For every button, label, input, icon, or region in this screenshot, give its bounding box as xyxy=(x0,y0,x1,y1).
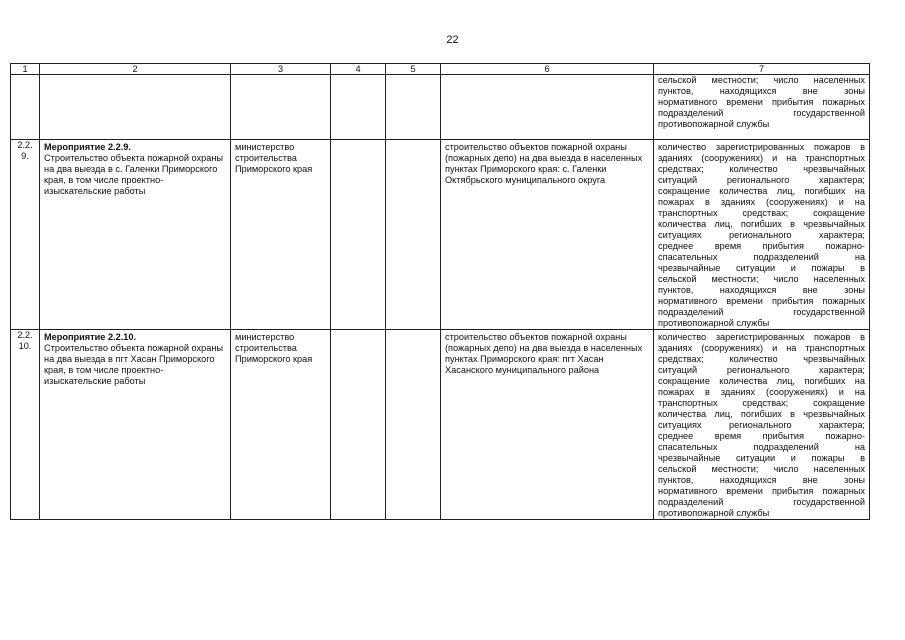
indicator-line: нормативного времени прибытия пожарных xyxy=(658,97,865,107)
indicator-line: противопожарной службы xyxy=(658,119,770,129)
indicator-line: пунктов, находящихся вне зоны xyxy=(658,86,865,96)
indicator-line: зданиях (сооружениях) и на транспортных xyxy=(658,343,865,353)
header-cell-7: 7 xyxy=(654,64,870,75)
col5-cell xyxy=(386,330,441,520)
measures-table xyxy=(10,63,870,520)
cont-cell-6 xyxy=(441,75,654,140)
indicator-line: ситуаций регионального характера; xyxy=(658,365,865,375)
measure-description: Строительство объекта пожарной охраны на два выезда в пгт Хасан Приморского края, в том числе проектно-изыскательские работы xyxy=(44,343,224,386)
executor-cell: министерство строительства Приморского края xyxy=(231,140,331,330)
header-cell-6: 6 xyxy=(441,64,654,75)
indicator-line: количества лиц, погибших в чрезвычайных xyxy=(658,409,865,419)
indicator-line: транспортных средствах; сокращение xyxy=(658,208,865,218)
table-row-2-2-9 xyxy=(11,140,870,330)
measure-title: Мероприятие 2.2.9. xyxy=(44,142,131,152)
indicator-line: среднее время прибытия пожарно- xyxy=(658,241,865,251)
result-cell: строительство объектов пожарной охраны (пожарных депо) на два выезда в населенных пунктах Приморского края: пгт Хасан Хасанского муниципального района xyxy=(441,330,654,520)
header-cell-4: 4 xyxy=(331,64,386,75)
indicator-line: подразделений государственной xyxy=(658,497,865,507)
continuation-row xyxy=(11,75,870,140)
indicator-line: количество зарегистрированных пожаров в xyxy=(658,332,865,342)
executor-cell: министерство строительства Приморского края xyxy=(231,330,331,520)
indicator-line: противопожарной службы xyxy=(658,508,770,518)
indicators-cell xyxy=(654,140,870,330)
indicator-line: чрезвычайные ситуации и пожары в xyxy=(658,263,865,273)
indicator-line: чрезвычайные ситуации и пожары в xyxy=(658,453,865,463)
indicator-line: противопожарной службы xyxy=(658,318,770,328)
header-row xyxy=(11,64,870,75)
indicator-line: сокращение количества лиц, погибших на xyxy=(658,376,865,386)
indicator-line: подразделений государственной xyxy=(658,108,865,118)
indicator-line: пожарах в зданиях (сооружениях) и на xyxy=(658,197,865,207)
indicator-line: пожарах в зданиях (сооружениях) и на xyxy=(658,387,865,397)
indicator-line: средствах; количество чрезвычайных xyxy=(658,354,865,364)
indicator-line: среднее время прибытия пожарно- xyxy=(658,431,865,441)
page-number: 22 xyxy=(446,34,459,46)
indicator-line: количество зарегистрированных пожаров в xyxy=(658,142,865,152)
cont-cell-4 xyxy=(331,75,386,140)
cont-indicators-cell xyxy=(654,75,870,140)
header-cell-1: 1 xyxy=(11,64,40,75)
cont-cell-5 xyxy=(386,75,441,140)
indicator-line: подразделений государственной xyxy=(658,307,865,317)
col4-cell xyxy=(331,330,386,520)
cont-cell-3 xyxy=(231,75,331,140)
measure-title: Мероприятие 2.2.10. xyxy=(44,332,137,342)
indicator-line: зданиях (сооружениях) и на транспортных xyxy=(658,153,865,163)
measure-description: Строительство объекта пожарной охраны на два выезда в с. Галенки Приморского края, в том числе проектно-изыскательские работы xyxy=(44,153,224,196)
header-cell-5: 5 xyxy=(386,64,441,75)
indicator-line: ситуаций регионального характера; xyxy=(658,175,865,185)
indicator-line: сокращение количества лиц, погибших на xyxy=(658,186,865,196)
table-row-2-2-10 xyxy=(11,330,870,520)
indicator-line: ситуациях регионального характера; xyxy=(658,230,865,240)
header-cell-2: 2 xyxy=(40,64,231,75)
indicator-line: количества лиц, погибших в чрезвычайных xyxy=(658,219,865,229)
indicator-line: сельской местности; число населенных xyxy=(658,274,865,284)
result-cell: строительство объектов пожарной охраны (пожарных депо) на два выезда в населенных пунктах Приморского края: с. Галенки Октябрьского муниципального округа xyxy=(441,140,654,330)
col5-cell xyxy=(386,140,441,330)
measure-cell xyxy=(40,140,231,330)
indicator-line: ситуациях регионального характера; xyxy=(658,420,865,430)
header-cell-3: 3 xyxy=(231,64,331,75)
indicators-cell xyxy=(654,330,870,520)
indicator-line: сельской местности; число населенных xyxy=(658,464,865,474)
indicator-line: нормативного времени прибытия пожарных xyxy=(658,296,865,306)
indicator-line: средствах; количество чрезвычайных xyxy=(658,164,865,174)
cont-cell-2 xyxy=(40,75,231,140)
row-number: 2.2. 10. xyxy=(11,330,40,520)
cont-cell-1 xyxy=(11,75,40,140)
row-number: 2.2. 9. xyxy=(11,140,40,330)
measure-cell xyxy=(40,330,231,520)
indicator-line: транспортных средствах; сокращение xyxy=(658,398,865,408)
indicator-line: нормативного времени прибытия пожарных xyxy=(658,486,865,496)
indicator-line: спасательных подразделений на xyxy=(658,252,865,262)
indicator-line: спасательных подразделений на xyxy=(658,442,865,452)
indicator-line: пунктов, находящихся вне зоны xyxy=(658,475,865,485)
indicator-line: пунктов, находящихся вне зоны xyxy=(658,285,865,295)
indicator-line: сельской местности; число населенных xyxy=(658,75,865,85)
col4-cell xyxy=(331,140,386,330)
